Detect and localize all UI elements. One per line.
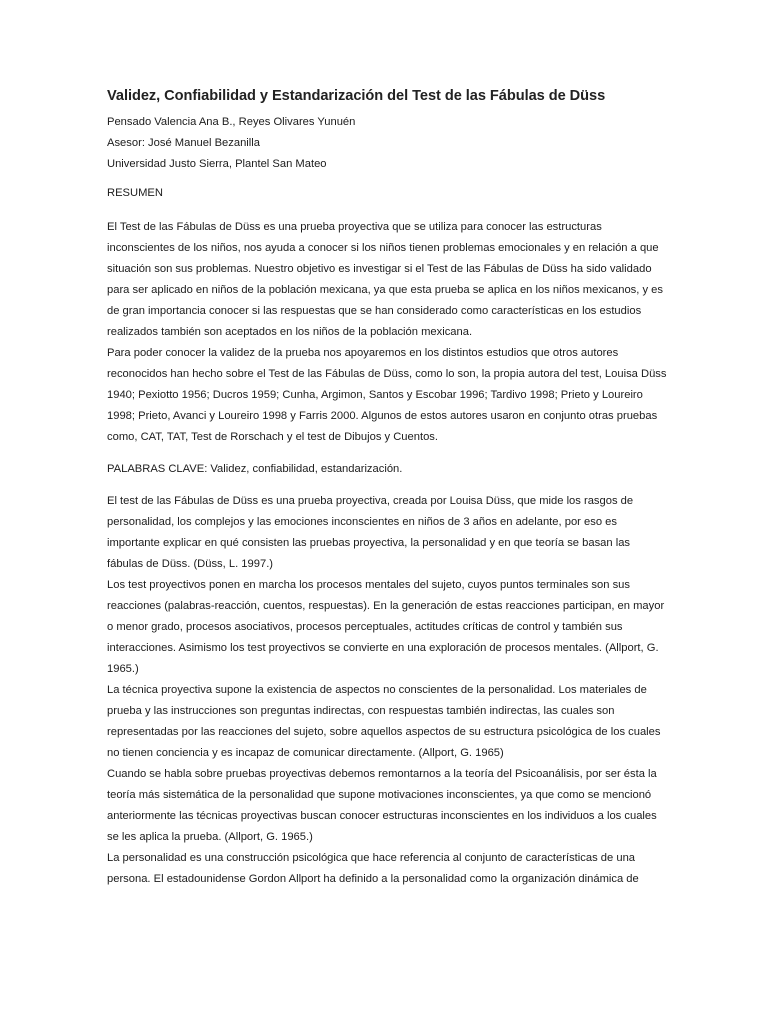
advisor-line: Asesor: José Manuel Bezanilla [107,137,260,149]
keywords-line: PALABRAS CLAVE: Validez, confiabilidad, estandarización. [107,463,403,475]
body-paragraph: Los test proyectivos ponen en marcha los procesos mentales del sujeto, cuyos puntos terminales son sus reacciones (palabras-reacción, cuentos, respuestas). En la generación de estas reacciones participan, en mayor o menor grado, procesos asociativos, procesos perceptuales, actitudes críticas de control y también sus interacciones. Asimismo los test proyectivos se convierte en una exploración de procesos mentales. (Allport, G. 1965.) [107,579,665,675]
document-title: Validez, Confiabilidad y Estandarización del Test de las Fábulas de Düss [107,88,606,104]
body-paragraph: La técnica proyectiva supone la existencia de aspectos no conscientes de la personalidad. Los materiales de prueba y las instrucciones son preguntas indirectas, con respuestas también indirectas, las cuales son representadas por las reacciones del sujeto, sobre aquellos aspectos de su estructura psicológica de los cuales no tienen conciencia y es incapaz de comunicar directamente. (Allport, G. 1965) [107,684,661,759]
body-paragraph: La personalidad es una construcción psicológica que hace referencia al conjunto de características de una persona. El estadounidense Gordon Allport ha definido a la personalidad como la organización dinámica de [107,852,639,885]
document-page [107,86,667,890]
abstract-paragraph: Para poder conocer la validez de la prueba nos apoyaremos en los distintos estudios que otros autores reconocidos han hecho sobre el Test de las Fábulas de Düss, como lo son, la propia autora del test, Louisa Düss 1940; Pexiotto 1956; Ducros 1959; Cunha, Argimon, Santos y Escobar 1996; Tardivo 1998; Prieto y Loureiro 1998; Prieto, Avanci y Loureiro 1998 y Farris 2000. Algunos de estos autores usaron en conjunto otras pruebas como, CAT, TAT, Test de Rorschach y el test de Dibujos y Cuentos. [107,347,667,443]
authors-line: Pensado Valencia Ana B., Reyes Olivares Yunuén [107,116,356,128]
abstract-paragraph: El Test de las Fábulas de Düss es una prueba proyectiva que se utiliza para conocer las estructuras inconscientes de los niños, nos ayuda a conocer si los niños tienen problemas emocionales y en relación a que situación son sus problemas. Nuestro objetivo es investigar si el Test de las Fábulas de Düss ha sido validado para ser aplicado en niños de la población mexicana, ya que esta prueba se aplica en los niños mexicanos, y es de gran importancia conocer si las respuestas que se han considerado como características en los estudios realizados también son aceptados en los niños de la población mexicana. [107,221,663,338]
abstract-heading: RESUMEN [107,187,163,199]
body-paragraph: Cuando se habla sobre pruebas proyectivas debemos remontarnos a la teoría del Psicoanálisis, por ser ésta la teoría más sistemática de la personalidad que supone motivaciones inconscientes, ya que como se mencionó anteriormente las técnicas proyectivas buscan conocer estructuras inconscientes en los individuos a los cuales se les aplica la prueba. (Allport, G. 1965.) [107,768,657,843]
body-paragraph: El test de las Fábulas de Düss es una prueba proyectiva, creada por Louisa Düss, que mide los rasgos de personalidad, los complejos y las emociones inconscientes en niños de 3 años en adelante, por eso es importante explicar en qué consisten las pruebas proyectiva, la personalidad y en que teoría se basan las fábulas de Düss. (Düss, L. 1997.) [107,495,634,570]
institution-line: Universidad Justo Sierra, Plantel San Mateo [107,158,327,170]
